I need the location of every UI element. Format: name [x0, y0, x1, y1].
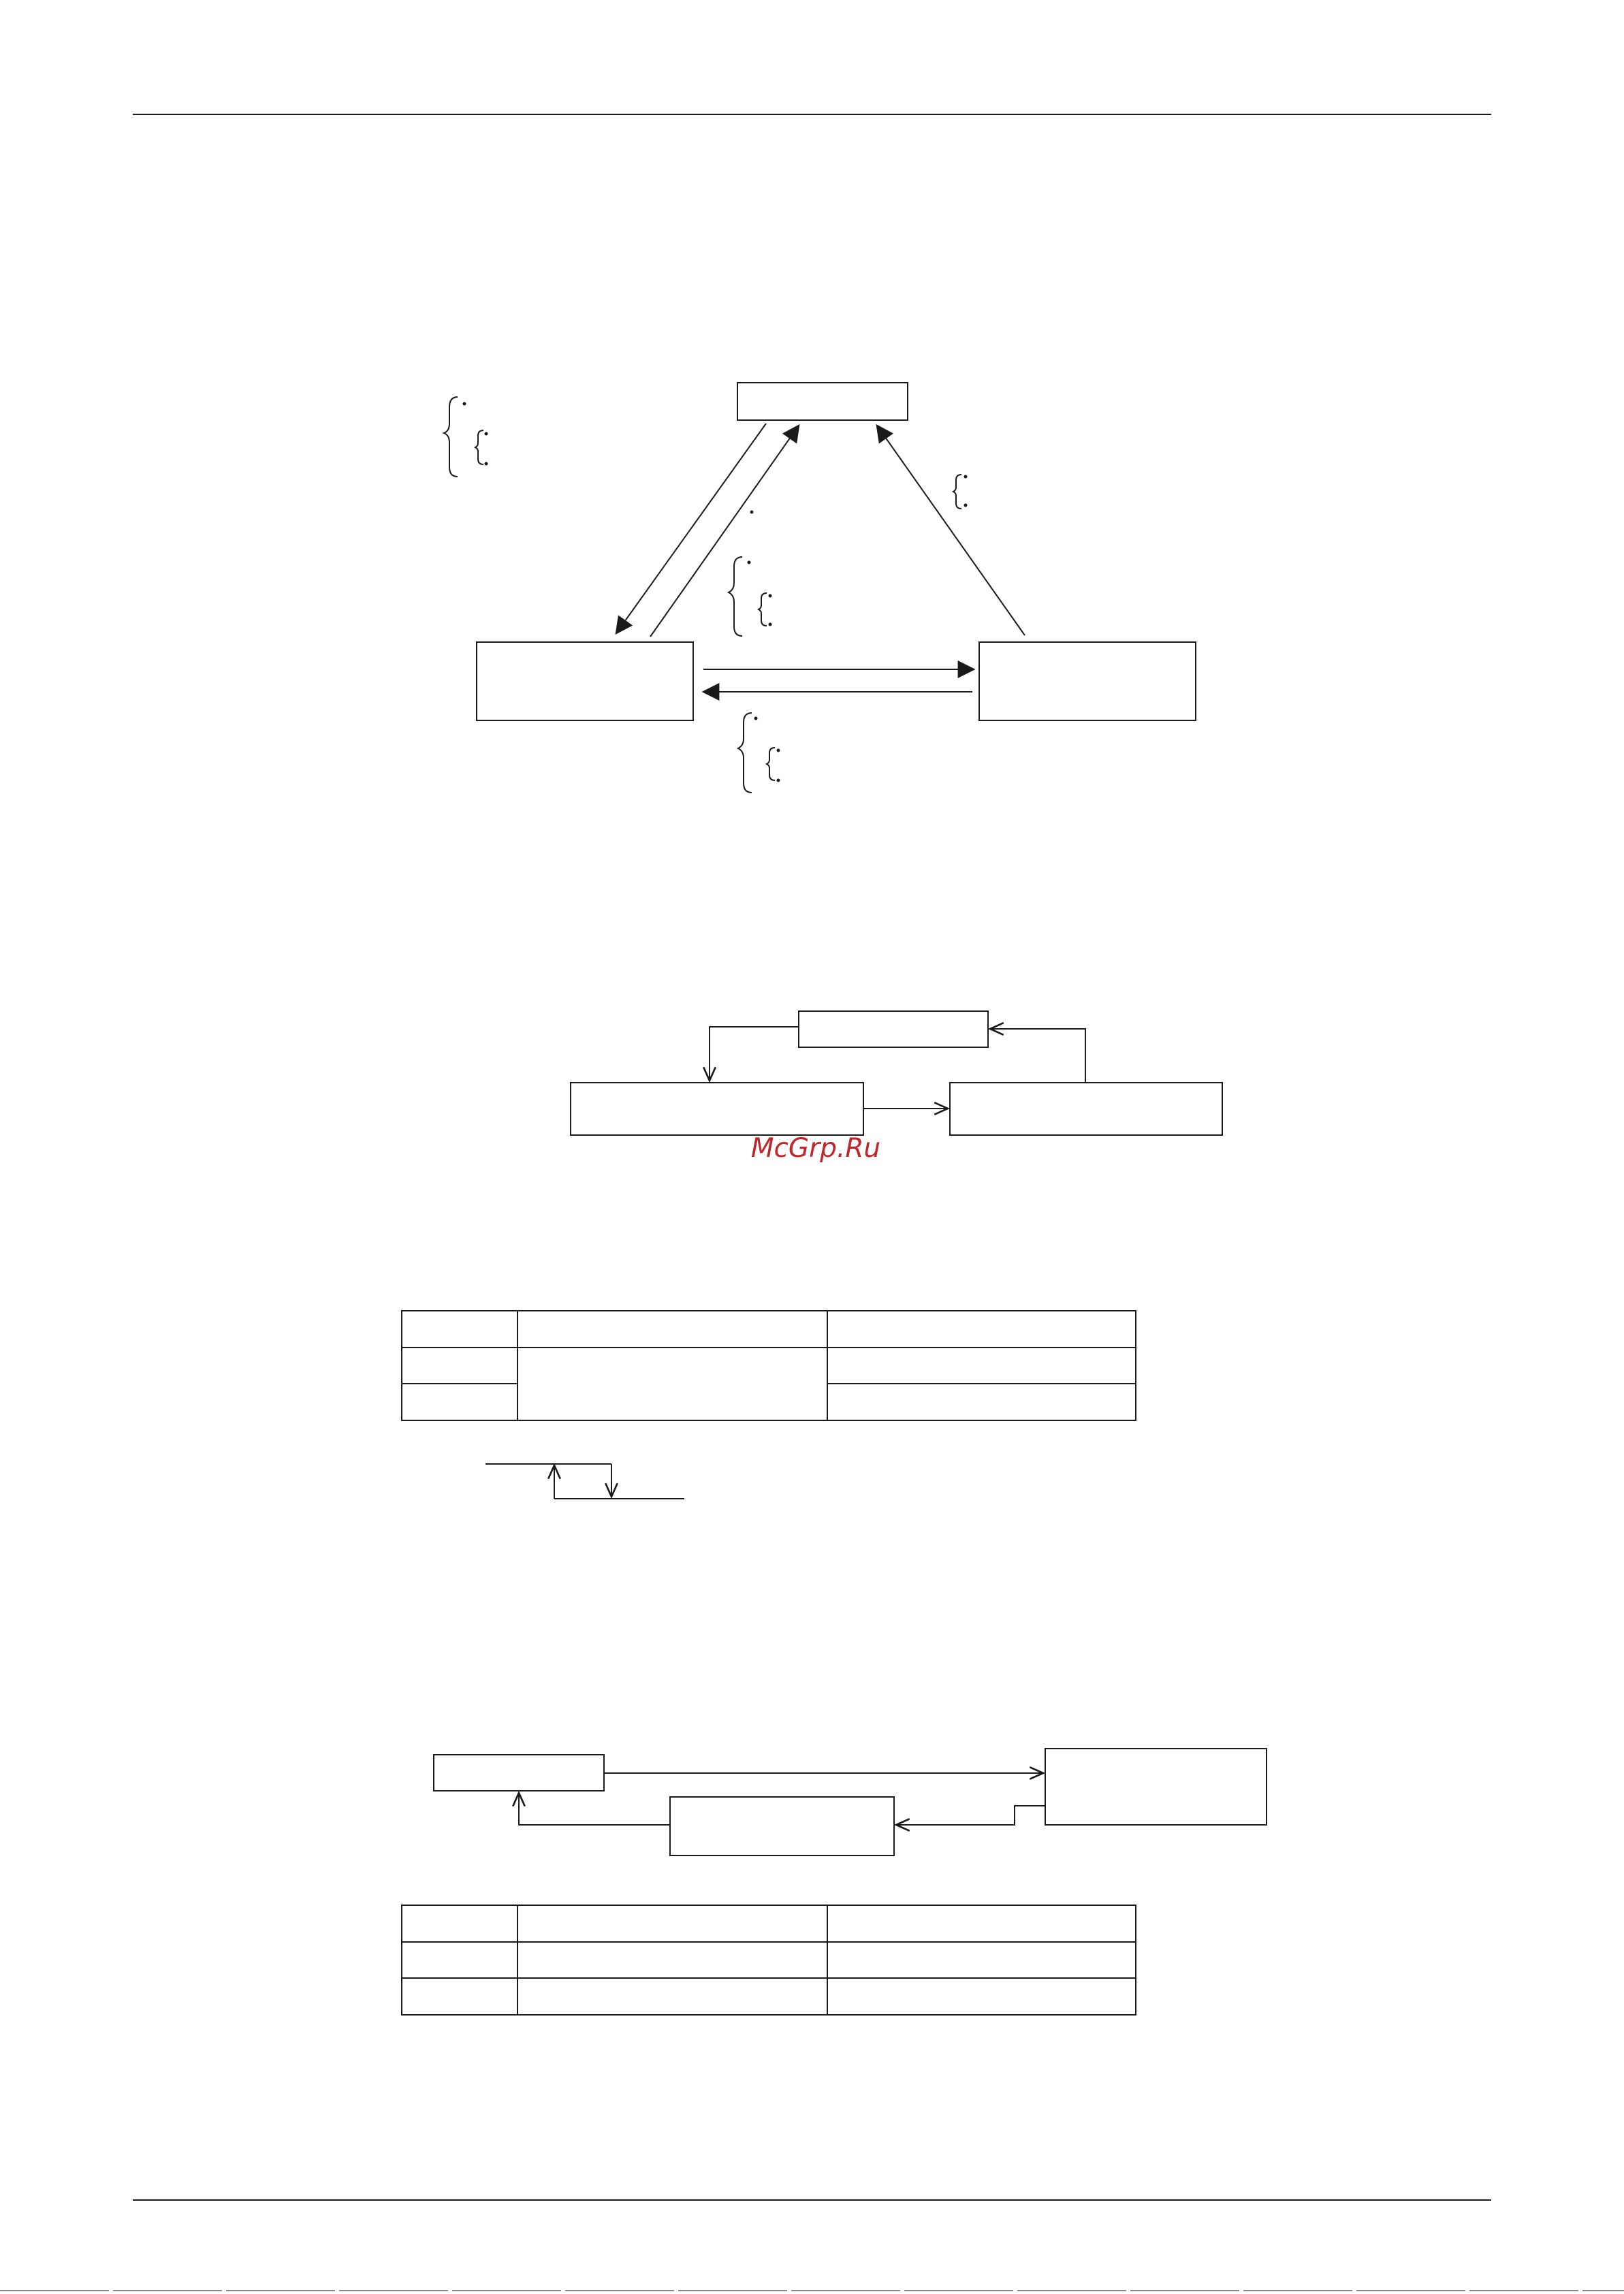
table-2-border: [402, 1905, 1136, 2015]
loop-left-box: [571, 1083, 863, 1135]
triangle-left-box: [477, 642, 693, 720]
arrow-middle-to-left: [519, 1793, 670, 1825]
loop-diagram: [571, 1011, 1222, 1135]
brace-annotation-bottom: [738, 713, 780, 793]
arrow-right-to-top: [990, 1029, 1085, 1083]
arrow-left-to-top: [650, 426, 799, 637]
loop-right-box: [950, 1083, 1222, 1135]
arrow-right-to-top: [877, 426, 1025, 635]
arrow-top-to-left: [710, 1027, 799, 1081]
feedback-right-box: [1045, 1749, 1267, 1825]
brace-annotation-right: [953, 475, 968, 509]
table-2: [402, 1905, 1136, 2015]
loop-top-box: [799, 1011, 988, 1047]
feedback-diagram: [434, 1749, 1267, 1855]
feedback-left-box: [434, 1755, 604, 1791]
feedback-middle-box: [670, 1797, 894, 1855]
arrow-top-to-left: [616, 424, 766, 633]
triangle-right-box: [979, 642, 1196, 720]
step-signal: [485, 1464, 684, 1499]
arrow-right-to-middle: [896, 1806, 1045, 1825]
brace-annotation-topleft: [444, 397, 488, 477]
triangle-top-box: [737, 383, 908, 420]
watermark-text: McGrp.Ru: [750, 1133, 881, 1164]
table-1-border: [402, 1311, 1136, 1420]
brace-annotation-center: [729, 511, 772, 637]
triangle-diagram: [477, 383, 1196, 720]
table-1: [402, 1311, 1136, 1420]
